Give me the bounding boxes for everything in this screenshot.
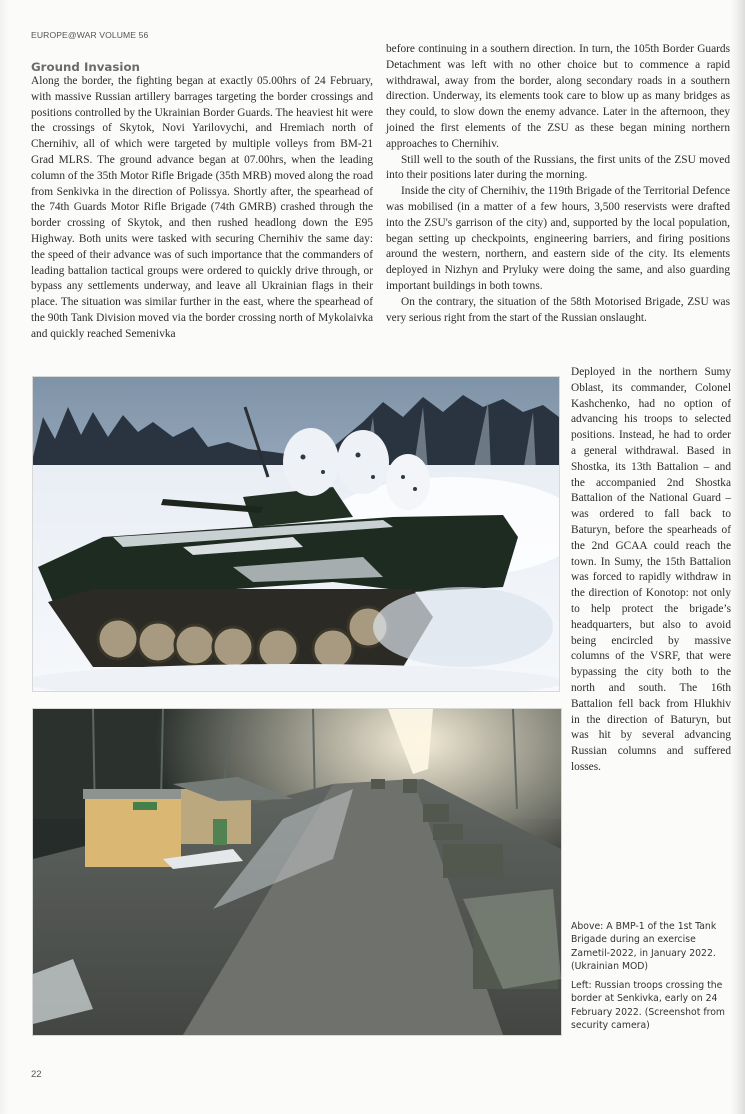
paragraph: Deployed in the northern Sumy Oblast, its commander, Colonel Kashchenko, had no option of advancing his troops to selected positions. Instead, he had to order a general withdrawal. Based in Shostka, its 13th Battalion – and the accompanied 2nd Shostka Battalion of the National Guard – was ordered to fall back to Baturyn, before the spearheads of the 2nd GCAA could reach the town. In Sumy, the 15th Battalion was forced to rapidly withdraw in the direction of Konotop: not only to help protect the brigade’s headquarters, but also to avoid being encircled by massive columns of the VSRF, that were bypassing the city both to the north and south. The 16th Battalion fell back from Hlukhiv in the direction of Baturyn, but was hit by several advancing Russian columns and suffered losses.: [571, 366, 731, 773]
running-head: EUROPE@WAR VOLUME 56: [31, 30, 149, 40]
page-number: 22: [31, 1069, 42, 1080]
paragraph: Inside the city of Chernihiv, the 119th Brigade of the Territorial Defence was mobilised (in a matter of a few hours, 3,500 reservists were drafted into the ZSU's garrison of the city) and, supported by the local population, began setting up checkpoints, engineering barriers, and firing positions around the western, northern, and eastern side of the city. Its elements deployed in Nizhyn and Pryluky were doing the same, and also guarding important buildings in both towns.: [386, 185, 730, 292]
right-column: [386, 42, 730, 326]
section-heading: Ground Invasion: [31, 60, 140, 74]
caption-left: Left: Russian troops crossing the border at Senkivka, early on 24 February 2022. (Screenshot from security camera): [571, 980, 725, 1031]
caption-above: Above: A BMP-1 of the 1st Tank Brigade during an exercise Zametil-2022, in January 2022. (Ukrainian MOD): [571, 921, 717, 972]
paragraph: On the contrary, the situation of the 58th Motorised Brigade, ZSU was very serious right from the start of the Russian onslaught.: [386, 295, 730, 324]
left-column: [31, 74, 373, 343]
paragraph: Still well to the south of the Russians, the first units of the ZSU moved into their positions later during the morning.: [386, 153, 730, 182]
page-gutter-shadow: [0, 0, 8, 1114]
border-crossing-photo-illustration: [33, 709, 561, 1035]
bmp-photo-illustration: [33, 377, 559, 691]
paragraph: before continuing in a southern direction. In turn, the 105th Border Guards Detachment was left with no other choice but to commence a rapid withdrawal, away from the border, along secondary roads in a southern direction. Underway, its elements took care to blow up as many bridges as they could, to slow down the enemy advance. Later in the afternoon, they joined the first elements of the ZSU as these began mining northern approaches to Chernihiv.: [386, 43, 730, 150]
narrow-column: [571, 365, 731, 776]
page-edge-shadow: [731, 0, 745, 1114]
paragraph: Along the border, the fighting began at exactly 05.00hrs of 24 February, with massive Russian artillery barrages targeting the border crossings and positions controlled by the Ukrainian Border Guards. The heaviest hit were the crossings of Skytok, Novi Yarilovychi, and Hremiach north of Chernihiv, all of which were targeted by multiple volleys from BM-21 Grad MLRS. The ground advance began at 07.00hrs, when the leading column of the 35th Motor Rifle Brigade (35th MRB) moved along the road from Senkivka in the direction of Polissya. Shortly after, the spearhead of the 74th Guards Motor Rifle Brigade (74th GMRB) crashed through the border crossing of Skytok, and then rushed headlong down the E95 Highway. Both units were tasked with securing Chernihiv the same day: the speed of their advance was of such importance that the commanders of leading battalion tactical groups were ordered to quickly drive through, or bypass any settlements underway, and leave all Ukrainian flags in their place. The situation was similar further in the east, where the spearhead of the 90th Tank Division moved via the border crossing north of Mykolaivka and quickly reached Semenivka: [31, 75, 373, 340]
photo-bmp-in-snow: [32, 376, 560, 692]
photo-border-crossing-senkivka: [32, 708, 562, 1036]
